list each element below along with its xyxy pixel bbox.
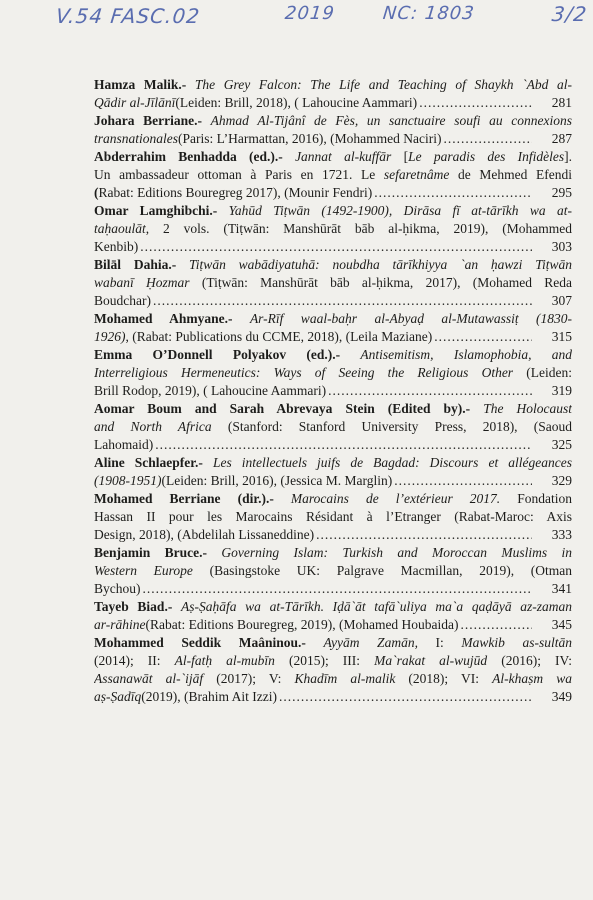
entry-author: Aline Schlaepfer.-: [94, 455, 203, 470]
toc-entry-line: [94, 400, 572, 418]
dot-leader: [434, 328, 532, 346]
dot-leader: [143, 580, 533, 598]
dot-leader: [155, 436, 532, 454]
entry-author: Bilāl Dahia.-: [94, 257, 177, 272]
toc-entry-line: [94, 184, 572, 202]
entry-text: Un ambassadeur ottoman à Paris en 1721. Le: [94, 167, 384, 182]
entry-title: aṣ-Ṣadīq: [94, 689, 142, 704]
entry-text: [217, 203, 228, 218]
entry-text: (Stanford: Stanford University Press, 2018), (Saoud: [211, 419, 572, 434]
entry-title: Qādir al-Jīlānī: [94, 95, 176, 110]
toc-entry-line: [94, 562, 572, 580]
entry-title: Tiṭwān wabādiyatuhā: noubdha tārīkhiyya `an ḥawzi Tiṭwān: [189, 257, 572, 272]
handwritten-nc-note: NC: 1803: [381, 3, 476, 24]
entry-title: transnationales: [94, 131, 179, 146]
entry-text: (2016); IV:: [487, 653, 572, 668]
page-number: 333: [551, 527, 572, 542]
toc-entry-line: [94, 454, 572, 472]
toc-entry-line: [94, 256, 572, 274]
toc-entry-line: [94, 328, 572, 346]
entry-title: The Grey Falcon: The Life and Teaching of Shaykh `Abd al-: [194, 77, 572, 92]
entry-author: Aomar Boum and Sarah Abrevaya Stein (Edited by).-: [94, 401, 471, 416]
entry-text: , (Rabat: Publications du CCME, 2018), (Leila Maziane): [125, 329, 433, 344]
toc-entry-line: [94, 472, 572, 490]
toc-entry: [94, 490, 572, 544]
toc-entry-line: [94, 526, 572, 544]
entry-title: sefaretnâme: [383, 167, 450, 182]
toc-entry: [94, 202, 572, 256]
handwritten-volume-note: V.54 FASC.02: [54, 4, 202, 28]
entry-text: Fondation: [500, 491, 572, 506]
entry-title: Mawkib as-sultān: [461, 635, 572, 650]
page-number: 303: [551, 239, 572, 254]
entry-title: Marocains de l’extérieur 2017.: [290, 491, 501, 506]
toc-entry-line: [94, 490, 572, 508]
entry-title: Le paradis des Infidèles: [408, 149, 565, 164]
entry-author: Omar Lamghibchi.-: [94, 203, 218, 218]
entry-text: de Mehmed Efendi: [449, 167, 572, 182]
toc-entry-line: [94, 634, 572, 652]
toc-entry-line: [94, 220, 572, 238]
dot-leader: [374, 184, 532, 202]
entry-title: Ayyām Zamān,: [323, 635, 418, 650]
entry-text: , 2 vols. (Tiṭwān: Manshūrāt bāb al-ḥikma, 2019), (Mohammed: [145, 221, 572, 236]
entry-author: Benjamin Bruce.-: [94, 545, 208, 560]
entry-text: (2017); V:: [203, 671, 295, 686]
entry-title: Antisemitism, Islamophobia, and: [360, 347, 572, 362]
entry-text: [186, 77, 195, 92]
entry-text: [306, 635, 324, 650]
entry-author: Hamza Malik.-: [94, 77, 187, 92]
entry-title: Western Europe: [94, 563, 193, 578]
toc-entry: [94, 346, 572, 400]
entry-title: taḥaoulāt: [94, 221, 146, 236]
entry-text: Design, 2018), (Abdelilah Lissaneddine): [94, 527, 315, 542]
toc-entry-line: [94, 670, 572, 688]
entry-text: Hassan II pour les Marocains Résidant à l’Etranger (Rabat-Maroc: Axis: [94, 509, 572, 524]
entry-title: 1926): [94, 329, 126, 344]
toc-entry-line: [94, 508, 572, 526]
entry-author: Tayeb Biad.-: [94, 599, 173, 614]
toc-entry-line: [94, 436, 572, 454]
page-number: 295: [551, 185, 572, 200]
entry-text: (Rabat: Editions Bouregreg, 2019), (Mohamed Houbaida): [145, 617, 459, 632]
entry-title: Jannat al-kuffār: [295, 149, 392, 164]
page-number: 319: [551, 383, 572, 398]
page-number: 341: [551, 581, 572, 596]
page-number: 281: [551, 95, 572, 110]
entry-text: ].: [564, 149, 572, 164]
toc-entry: [94, 148, 572, 202]
entry-text: (Paris: L’Harmattan, 2016), (Mohammed Naciri): [178, 131, 442, 146]
dot-leader: [394, 472, 532, 490]
entry-title: wabanī Ḥozmar: [94, 275, 190, 290]
toc-entry-line: [94, 148, 572, 166]
page-number: 349: [551, 689, 572, 704]
dot-leader: [328, 382, 532, 400]
toc-entry: [94, 112, 572, 148]
dot-leader: [419, 94, 532, 112]
page-number: 287: [551, 131, 572, 146]
toc-entry-line: [94, 274, 572, 292]
entry-text: Brill Rodop, 2019), ( Lahoucine Aammari): [94, 383, 327, 398]
entry-text: (Tiṭwān: Manshūrāt bāb al-ḥikma, 2017), (Mohamed Reda: [189, 275, 572, 290]
toc-entry-line: [94, 544, 572, 562]
entry-text: [172, 599, 181, 614]
entry-author: Johara Berriane.-: [94, 113, 203, 128]
page-number: 345: [551, 617, 572, 632]
entry-text: (2015); III:: [274, 653, 375, 668]
toc-entry-line: [94, 382, 572, 400]
entry-text: [: [391, 149, 409, 164]
toc-entry-line: [94, 310, 572, 328]
entry-author: Mohammed Seddik Maâninou.-: [94, 635, 306, 650]
entry-title: (1908-1951): [94, 473, 162, 488]
dot-leader: [140, 238, 532, 256]
toc-entry-line: [94, 94, 572, 112]
dot-leader: [443, 130, 532, 148]
entry-text: [207, 545, 221, 560]
entry-author: Mohamed Berriane (dir.).-: [94, 491, 274, 506]
dot-leader: [153, 292, 532, 310]
handwritten-year-note: 2019: [283, 3, 336, 24]
page-number: 315: [551, 329, 572, 344]
entry-text: [340, 347, 360, 362]
dot-leader: [461, 616, 532, 634]
entry-title: Al-fatḥ al-mubīn: [174, 653, 275, 668]
page-number: 325: [551, 437, 572, 452]
entry-title: Ar-Rīf waal-baḥr al-Abyaḍ al-Mutawassiṭ (1830-: [249, 311, 572, 326]
entry-text: I:: [417, 635, 462, 650]
toc-entry-line: [94, 616, 572, 634]
entry-text: (Leiden: Brill, 2018), ( Lahoucine Aammari): [175, 95, 418, 110]
toc-entry-line: [94, 166, 572, 184]
entry-text: (Leiden: Brill, 2016), (Jessica M. Marglin): [161, 473, 393, 488]
toc-entry-line: [94, 364, 572, 382]
toc-entry: [94, 454, 572, 490]
entry-title: Interreligious Hermeneutics: Ways of Seeing the Religious Other: [94, 365, 514, 380]
entry-text: [203, 455, 213, 470]
entry-title: Ma`rakat al-wujūd: [374, 653, 488, 668]
toc-entry: [94, 256, 572, 310]
toc-entry-line: [94, 112, 572, 130]
toc-entry-line: [94, 238, 572, 256]
entry-text: Bychou): [94, 581, 141, 596]
entry-title: Ahmad Al-Tijânî de Fès, un sanctuaire soufi au connexions: [210, 113, 572, 128]
entry-author: Abderrahim Benhadda (ed.).-: [94, 149, 283, 164]
entry-text: Rabat: Editions Bouregreg 2017), (Mounir Fendri): [98, 185, 373, 200]
entry-text: [283, 149, 295, 164]
toc-entry-line: [94, 598, 572, 616]
entry-text: Kenbib): [94, 239, 139, 254]
entry-author: (: [94, 185, 99, 200]
entry-text: (2018); VI:: [395, 671, 493, 686]
entry-text: (Basingstoke UK: Palgrave Macmillan, 2019), (Otman: [192, 563, 572, 578]
toc-entry: [94, 310, 572, 346]
toc-entry-line: [94, 202, 572, 220]
entry-title: Aṣ-Ṣaḥāfa wa at-Tārīkh. Iḍā`āt tafā`uliya ma`a qaḍāyā az-zaman: [181, 599, 572, 614]
entry-text: Lahomaid): [94, 437, 154, 452]
entry-author: Mohamed Ahmyane.-: [94, 311, 233, 326]
entry-title: Al-khaṣm wa: [492, 671, 572, 686]
toc-entry-line: [94, 130, 572, 148]
entry-text: [470, 401, 483, 416]
toc-entry: [94, 598, 572, 634]
entry-title: Governing Islam: Turkish and Moroccan Muslims in: [221, 545, 572, 560]
dot-leader: [316, 526, 532, 544]
entry-text: (2019), (Brahim Ait Izzi): [141, 689, 277, 704]
toc-entry-line: [94, 76, 572, 94]
entry-text: [233, 311, 250, 326]
entry-text: (2014); II:: [94, 653, 175, 668]
entry-text: Boudchar): [94, 293, 151, 308]
toc-entry-line: [94, 346, 572, 364]
dot-leader: [279, 688, 532, 706]
toc-entry-line: [94, 418, 572, 436]
page-number: 307: [551, 293, 572, 308]
handwritten-page-note: 3/2: [550, 2, 589, 26]
entry-title: Yahūd Tiṭwān (1492-1900), Dirāsa fī at-tārīkh wa at-: [228, 203, 572, 218]
entry-text: (Leiden:: [513, 365, 572, 380]
entry-author: Emma O’Donnell Polyakov (ed.).-: [94, 347, 341, 362]
page-number: 329: [551, 473, 572, 488]
toc-entry-line: [94, 652, 572, 670]
toc-entry: [94, 544, 572, 598]
entry-title: Les intellectuels juifs de Bagdad: Discours et allégeances: [212, 455, 572, 470]
entry-text: [274, 491, 291, 506]
entry-text: [202, 113, 211, 128]
entry-title: and North Africa: [94, 419, 212, 434]
entry-title: ar-rāhine: [94, 617, 146, 632]
toc-entry-line: [94, 580, 572, 598]
toc-entry-line: [94, 292, 572, 310]
toc-entry: [94, 400, 572, 454]
toc-entry: [94, 634, 572, 706]
entry-title: The Holocaust: [483, 401, 572, 416]
entry-text: [176, 257, 189, 272]
toc-entry: [94, 76, 572, 112]
entry-title: Khadīm al-malik: [294, 671, 396, 686]
toc-entry-line: [94, 688, 572, 706]
table-of-contents: [94, 76, 572, 706]
entry-title: Assanawāt al-`ijāf: [94, 671, 204, 686]
